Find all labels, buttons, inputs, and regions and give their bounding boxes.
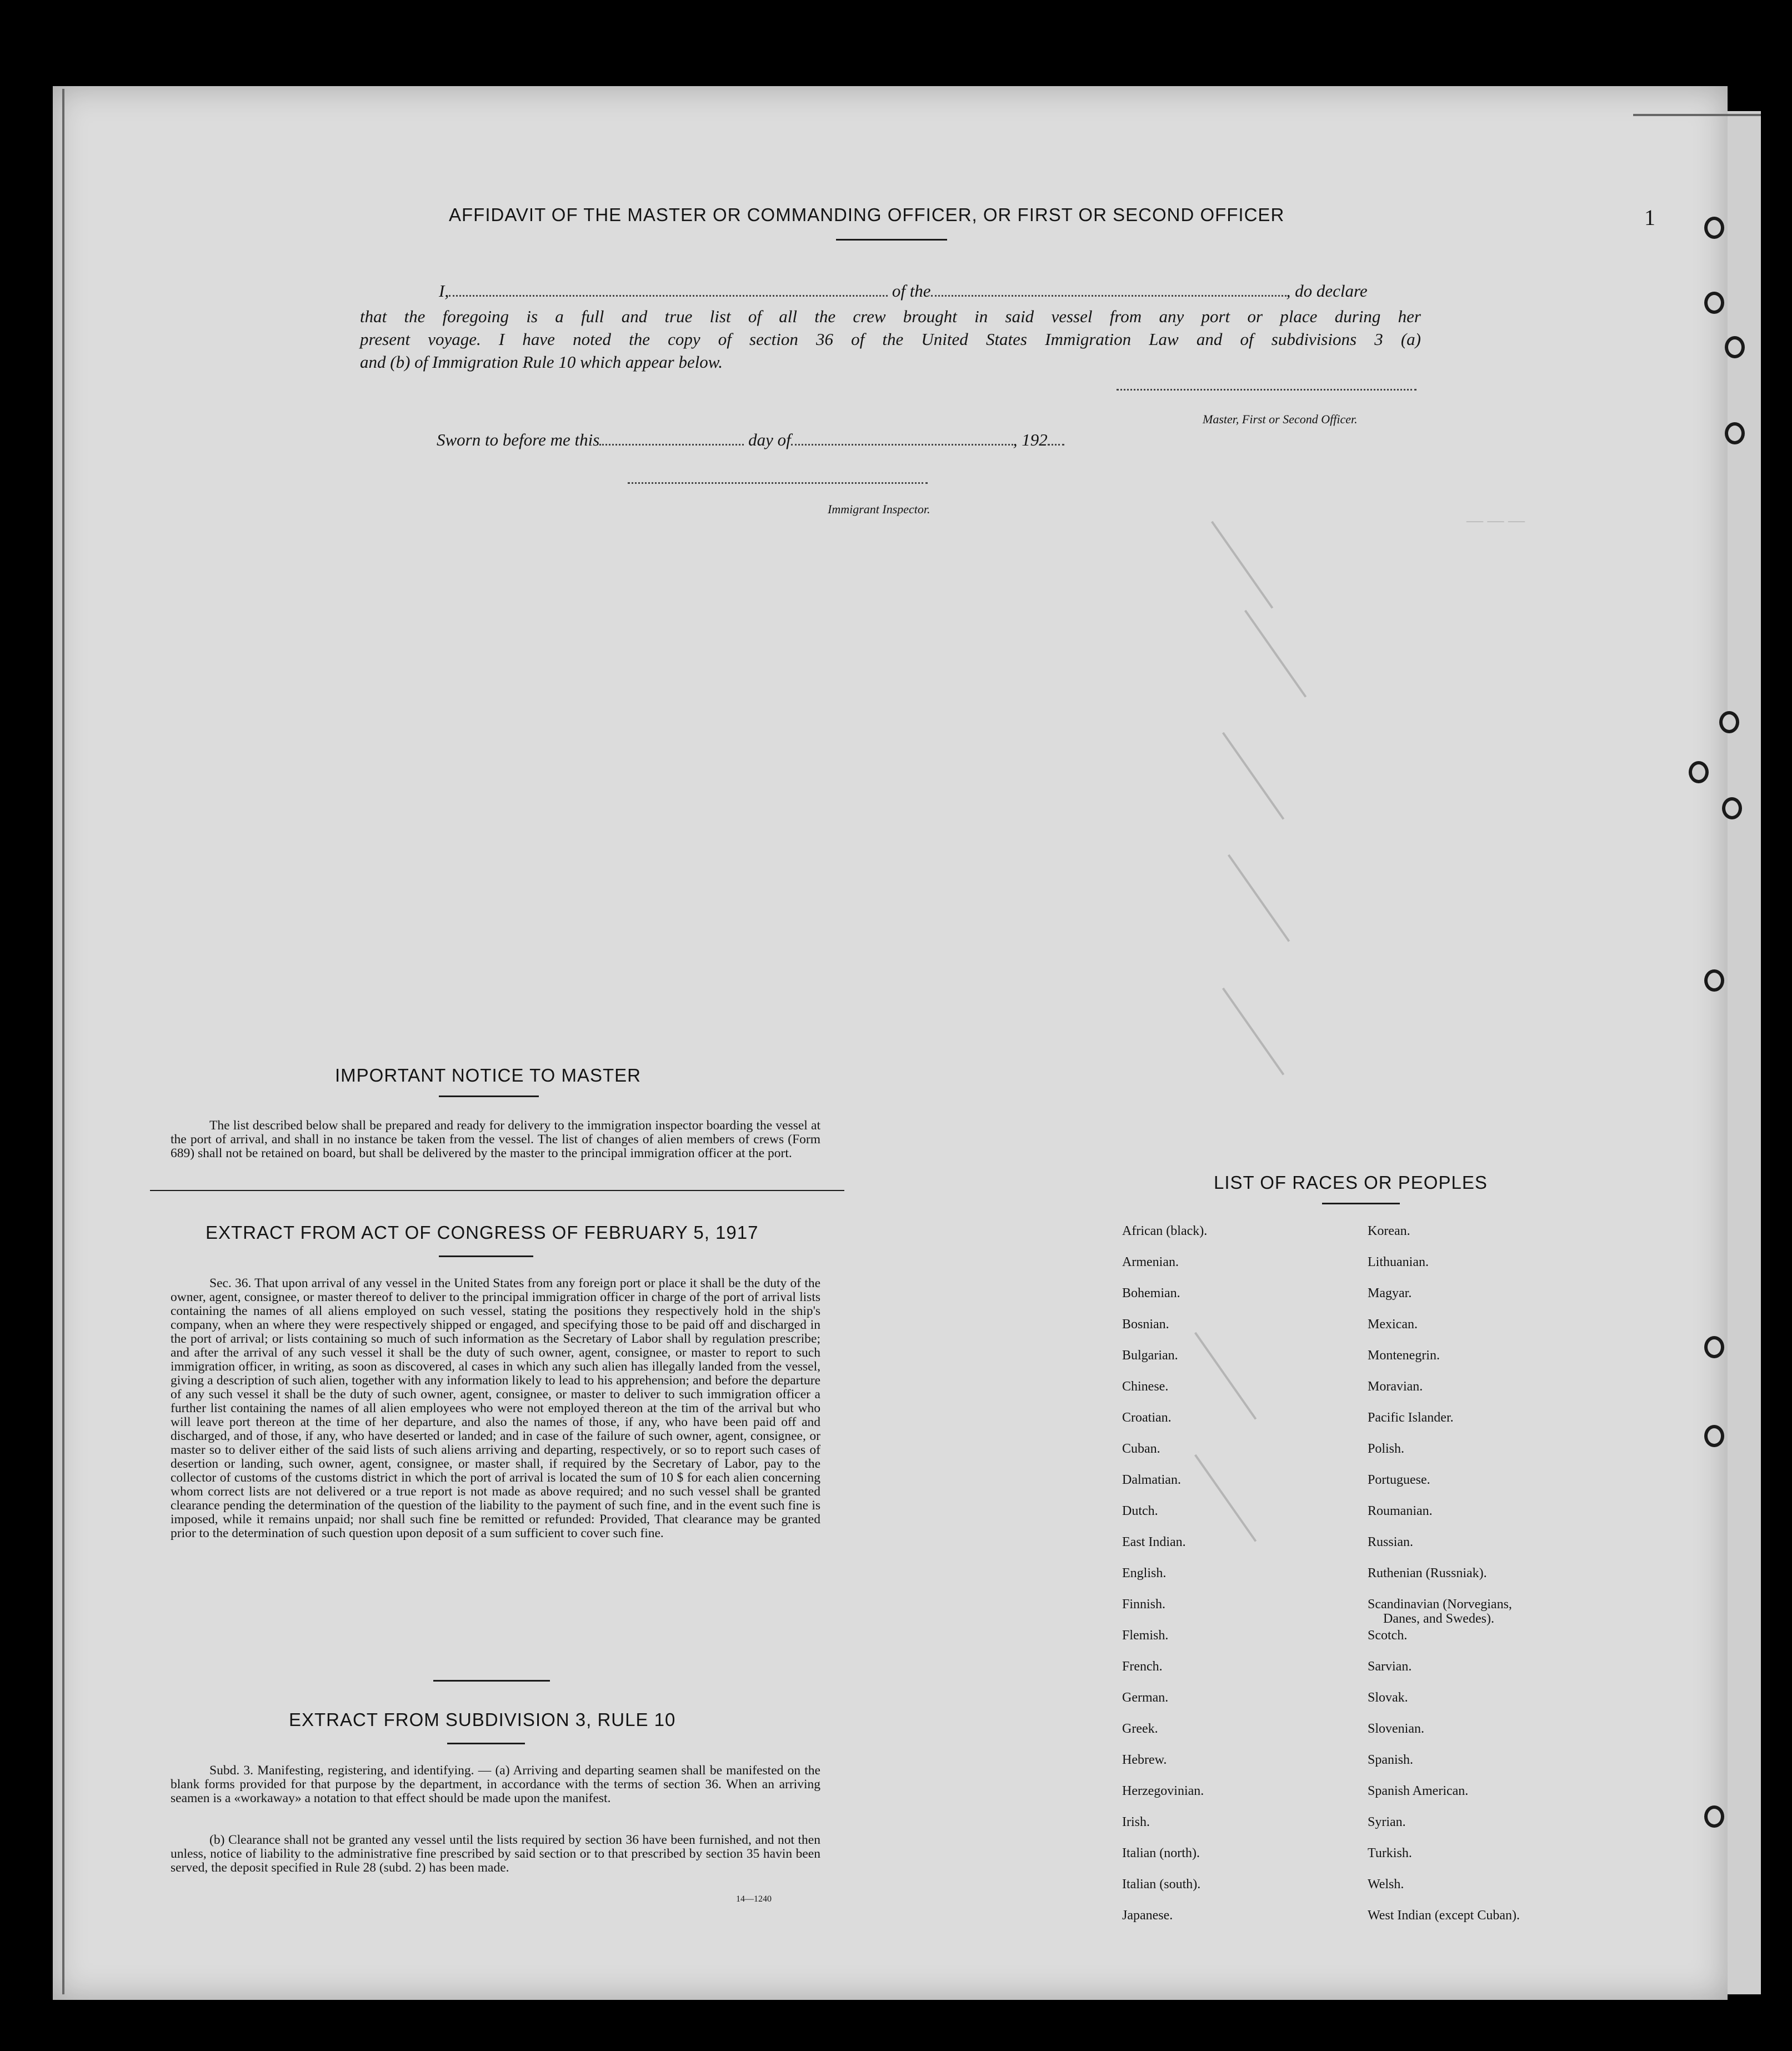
race-item: German.: [1122, 1690, 1169, 1705]
sworn-day-blank[interactable]: [599, 444, 744, 446]
race-item: Finnish.: [1122, 1597, 1166, 1612]
race-item: West Indian (except Cuban).: [1368, 1908, 1520, 1923]
race-item: Moravian.: [1368, 1379, 1423, 1394]
race-item: Montenegrin.: [1368, 1348, 1440, 1363]
binder-hole-icon: [1725, 422, 1745, 444]
affidavit-body-line-3: and (b) of Immigration Rule 10 which appear below.: [360, 352, 723, 372]
races-column-1: [1122, 1224, 1207, 1939]
race-item: Dutch.: [1122, 1504, 1158, 1518]
race-item: Russian.: [1368, 1535, 1414, 1549]
race-item: English.: [1122, 1566, 1167, 1580]
act-rule: [439, 1255, 533, 1257]
race-item: Spanish.: [1368, 1753, 1414, 1767]
race-item: Scotch.: [1368, 1628, 1408, 1643]
race-item: Cuban.: [1122, 1442, 1160, 1456]
race-item: Turkish.: [1368, 1846, 1412, 1860]
race-item: Korean.: [1368, 1224, 1410, 1238]
rule-extract-para-a: Subd. 3. Manifesting, registering, and identifying. — (a) Arriving and departing seamen shall be manifested on the blank forms provided for that purpose by the department, in accordance with the terms of section 36. When an arriving seamen is a «workaway» a notation to that effect should be made upon the manifest.: [171, 1763, 820, 1805]
binder-hole-icon: [1725, 336, 1745, 358]
bleed-through-text: — — —: [1466, 511, 1525, 529]
race-item: Bohemian.: [1122, 1286, 1180, 1300]
sworn-line: Sworn to before me this day of , 192: [437, 430, 1064, 450]
signature-blank[interactable]: [1117, 389, 1416, 391]
binder-hole-icon: [1704, 1805, 1724, 1828]
binder-hole-icon: [1719, 711, 1739, 733]
race-item: Ruthenian (Russniak).: [1368, 1566, 1487, 1580]
page-edge-top: [1633, 114, 1761, 116]
binder-hole-icon: [1704, 1425, 1724, 1447]
race-item: Hebrew.: [1122, 1753, 1167, 1767]
affidavit-title: AFFIDAVIT OF THE MASTER OR COMMANDING OFFICER, OR FIRST OR SECOND OFFICER: [449, 204, 1285, 225]
binder-hole-icon: [1704, 1336, 1724, 1358]
signature-label: Master, First or Second Officer.: [1203, 412, 1358, 426]
race-item: Bosnian.: [1122, 1317, 1169, 1332]
rule-extract-title: EXTRACT FROM SUBDIVISION 3, RULE 10: [289, 1709, 676, 1730]
race-item: French.: [1122, 1659, 1163, 1674]
notice-rule: [439, 1095, 539, 1097]
race-item: Croatian.: [1122, 1410, 1172, 1425]
notice-body: The list described below shall be prepared and ready for delivery to the immigration inspector boarding the vessel at the port of arrival, and shall in no instance be taken from the vessel. The list of changes of alien members of crews (Form 689) shall not be retained on board, but shall be delivered by the master to the principal immigration officer at the port.: [171, 1118, 820, 1160]
race-item: Scandinavian (Norvegians, Danes, and Swedes).: [1368, 1597, 1512, 1626]
races-title: LIST OF RACES OR PEOPLES: [1214, 1172, 1488, 1193]
affidavit-body-line-2: present voyage. I have noted the copy of section 36 of the United States Immigration Law and of subdivisions 3 (a): [360, 329, 1421, 349]
race-item: Polish.: [1368, 1442, 1405, 1456]
race-item: Armenian.: [1122, 1255, 1179, 1269]
inspector-label: Immigrant Inspector.: [828, 502, 930, 516]
race-item: Japanese.: [1122, 1908, 1173, 1923]
binder-hole-icon: [1704, 292, 1724, 314]
race-item: Italian (north).: [1122, 1846, 1200, 1860]
race-item: Roumanian.: [1368, 1504, 1433, 1518]
races-column-2: [1368, 1224, 1520, 1939]
race-item: African (black).: [1122, 1224, 1208, 1238]
race-item: Dalmatian.: [1122, 1473, 1181, 1487]
race-item: Spanish American.: [1368, 1784, 1469, 1798]
race-item: Slovak.: [1368, 1690, 1408, 1705]
race-item: Greek.: [1122, 1722, 1158, 1736]
page-edge-left: [62, 89, 64, 1994]
races-rule: [1322, 1203, 1400, 1204]
race-item: Herzegovinian.: [1122, 1784, 1204, 1798]
race-item: Pacific Islander.: [1368, 1410, 1454, 1425]
act-extract-body: Sec. 36. That upon arrival of any vessel in the United States from any foreign port or place it shall be the duty of the owner, agent, consignee, or master thereof to deliver to the principal immigration officer in charge of the port of arrival lists containing the names of all aliens employed on such vessel, stating the positions they respectively hold in the ship's company, when an where they were respectively shipped or engaged, and specifying those to be paid off and discharged in the port of arrival; or lists containing so much of such information as the Secretary of Labor shall by regulation prescribe; and after the arrival of any such vessel it shall be the duty of such owner, agent, consignee, or master to report to such immigration officer, in writing, as soon as discovered, al cases in which any such alien has illegally landed from the vessel, giving a description of such alien, together with any information likely to lead to his apprehension; and before the departure of any such vessel it shall be the duty of such owner, agent, consignee, or master to deliver to such immigration officer a further list containing the names of all alien employees who were not employed thereon at the tim of the arrival but who will leave port thereon at the time of her departure, and also the names of those, if any, who have been paid off and discharged, and of those, if any, who have deserted or landed; and in case of the failure of such owner, agent, consignee, or master so to deliver either of the said lists of such aliens arriving and departing, respectively, or so to report such cases of desertion or landing, such owner, agent, consignee, or master shall, if required by the Secretary of Labor, pay to the collector of customs of the customs district in which the port of arrival is located the sum of 10 $ for each alien concerning whom correct lists are not delivered or a true report is not made as above required; and no such vessel shall be granted clearance pending the determination of the question of the liability to the payment of such fine, and in the event such fine is imposed, while it remains unpaid; nor shall such fine be remitted or refunded: Provided, That clearance may be granted prior to the determination of such question upon deposit of a sum sufficient to cover such fine.: [171, 1276, 820, 1540]
race-item: Portuguese.: [1368, 1473, 1430, 1487]
section-divider: [150, 1190, 844, 1191]
binder-hole-icon: [1722, 797, 1742, 819]
act-extract-title: EXTRACT FROM ACT OF CONGRESS OF FEBRUARY 5, 1917: [206, 1222, 759, 1243]
binder-hole-icon: [1689, 761, 1709, 783]
race-item: Irish.: [1122, 1815, 1150, 1829]
binder-hole-icon: [1704, 969, 1724, 992]
race-item: East Indian.: [1122, 1535, 1186, 1549]
race-item: Chinese.: [1122, 1379, 1169, 1394]
race-item: Syrian.: [1368, 1815, 1406, 1829]
name-blank[interactable]: [449, 295, 888, 297]
binder-hole-icon: [1704, 217, 1724, 239]
act-end-rule: [433, 1680, 550, 1682]
notice-title: IMPORTANT NOTICE TO MASTER: [335, 1065, 642, 1085]
rule-extract-rule: [447, 1743, 525, 1744]
affidavit-body-line-1: that the foregoing is a full and true list of all the crew brought in said vessel from any port or place during her: [360, 307, 1421, 326]
inspector-signature-blank[interactable]: [628, 482, 928, 484]
race-item: Flemish.: [1122, 1628, 1169, 1643]
race-item: Sarvian.: [1368, 1659, 1412, 1674]
sworn-month-blank[interactable]: [791, 444, 1013, 446]
page-mark: 1: [1644, 205, 1655, 230]
race-item: Welsh.: [1368, 1877, 1404, 1892]
race-item: Italian (south).: [1122, 1877, 1201, 1892]
title-rule: [836, 239, 947, 241]
race-item: Magyar.: [1368, 1286, 1412, 1300]
race-item: Bulgarian.: [1122, 1348, 1178, 1363]
race-item: Lithuanian.: [1368, 1255, 1429, 1269]
vessel-blank[interactable]: [931, 295, 1287, 297]
form-number: 14—1240: [736, 1894, 772, 1904]
race-item: Slovenian.: [1368, 1722, 1424, 1736]
race-item: Mexican.: [1368, 1317, 1418, 1332]
affidavit-declaration-line: I, of the , do declare: [439, 281, 1368, 301]
rule-extract-para-b: (b) Clearance shall not be granted any vessel until the lists required by section 36 have been furnished, and not then unless, notice of liability to the administrative fine prescribed by said section or to that prescribed by section 35 havin been served, the deposit specified in Rule 28 (subd. 2) has been made.: [171, 1833, 820, 1875]
